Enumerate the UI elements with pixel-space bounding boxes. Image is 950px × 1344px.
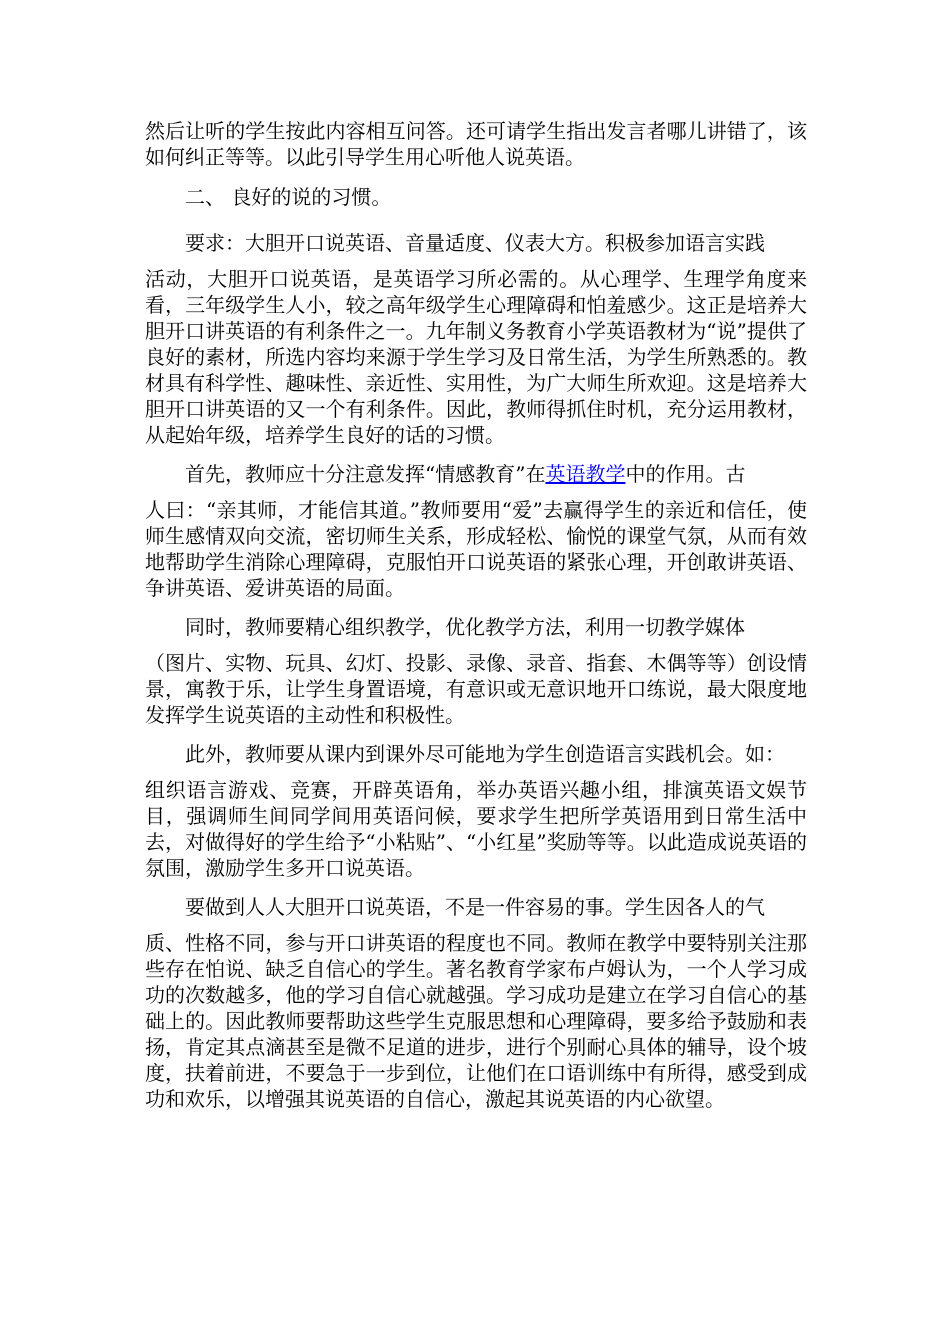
paragraph-body: 组织语言游戏、竞赛，开辟英语角，举办英语兴趣小组，排演英语文娱节目，强调师生间同学间用英语问候，要求学生把所学英语用到日常生活中去，对做得好的学生给予“小粘贴”、“小红星”奖励等等。以此造成说英语的氛围，激励学生多开口说英语。 [145,778,807,880]
paragraph-first-line: 要求：大胆开口说英语、音量适度、仪表大方。积极参加语言实践 [185,231,765,255]
paragraph-text: 然后让听的学生按此内容相互问答。还可请学生指出发言者哪儿讲错了，该如何纠正等等。以此引导学生用心听他人说英语。 [145,119,807,169]
paragraph-continuation [145,118,807,170]
paragraph-teaching-media [145,614,807,728]
paragraph-body: 人曰：“亲其师，才能信其道。”教师要用“爱”去赢得学生的亲近和信任，使师生感情双向交流，密切师生关系，形成轻松、愉悦的课堂气氛，从而有效地帮助学生消除心理障碍，克服怕开口说英语的紧张心理，开创敢讲英语、争讲英语、爱讲英语的局面。 [145,498,807,600]
paragraph-body: （图片、实物、玩具、幻灯、投影、录像、录音、指套、木偶等等）创设情景，寓教于乐，让学生身置语境，有意识或无意识地开口练说，最大限度地发挥学生说英语的主动性和积极性。 [145,651,807,727]
section-heading [145,184,807,210]
paragraph-emotion-education [145,461,807,601]
paragraph-requirements [145,230,807,448]
paragraph-first-line: 要做到人人大胆开口说英语，不是一件容易的事。学生因各人的气 [185,895,765,919]
paragraph-body: 活动，大胆开口说英语，是英语学习所必需的。从心理学、生理学角度来看，三年级学生人小，较之高年级学生心理障碍和怕羞感少。这正是培养大胆开口讲英语的有利条件之一。九年制义务教育小学英语教材为“说”提供了良好的素材，所选内容均来源于学生学习及日常生活，为学生所熟悉的。教材具有科学性、趣味性、亲近性、实用性，为广大师生所欢迎。这是培养大胆开口讲英语的又一个有利条件。因此，教师得抓住时机，充分运用教材，从起始年级，培养学生良好的话的习惯。 [145,267,807,447]
document-body [145,118,807,1125]
paragraph-first-line: 此外，教师要从课内到课外尽可能地为学生创造语言实践机会。如： [185,742,785,766]
text-run: 首先，教师应十分注意发挥“情感教育”在 [185,462,546,486]
paragraph-confidence [145,894,807,1112]
paragraph-first-line: 同时，教师要精心组织教学，优化教学方法，利用一切教学媒体 [185,615,745,639]
paragraph-body: 质、性格不同，参与开口讲英语的程度也不同。教师在教学中要特别关注那些存在怕说、缺乏自信心的学生。著名教育学家布卢姆认为，一个人学习成功的次数越多，他的学习自信心就越强。学习成功是建立在学习自信心的基础上的。因此教师要帮助这些学生克服思想和心理障碍，要多给予鼓励和表扬，肯定其点滴甚至是微不足道的进步，进行个别耐心具体的辅导，设个坡度，扶着前进，不要急于一步到位，让他们在口语训练中有所得，感受到成功和欢乐，以增强其说英语的自信心，激起其说英语的内心欲望。 [145,931,807,1111]
english-teaching-link[interactable]: 英语教学 [545,462,626,486]
paragraph-practice-opportunities [145,741,807,881]
paragraph-first-line [145,461,807,487]
heading-text: 二、 良好的说的习惯。 [185,185,392,209]
text-run: 中的作用。古 [625,462,746,486]
